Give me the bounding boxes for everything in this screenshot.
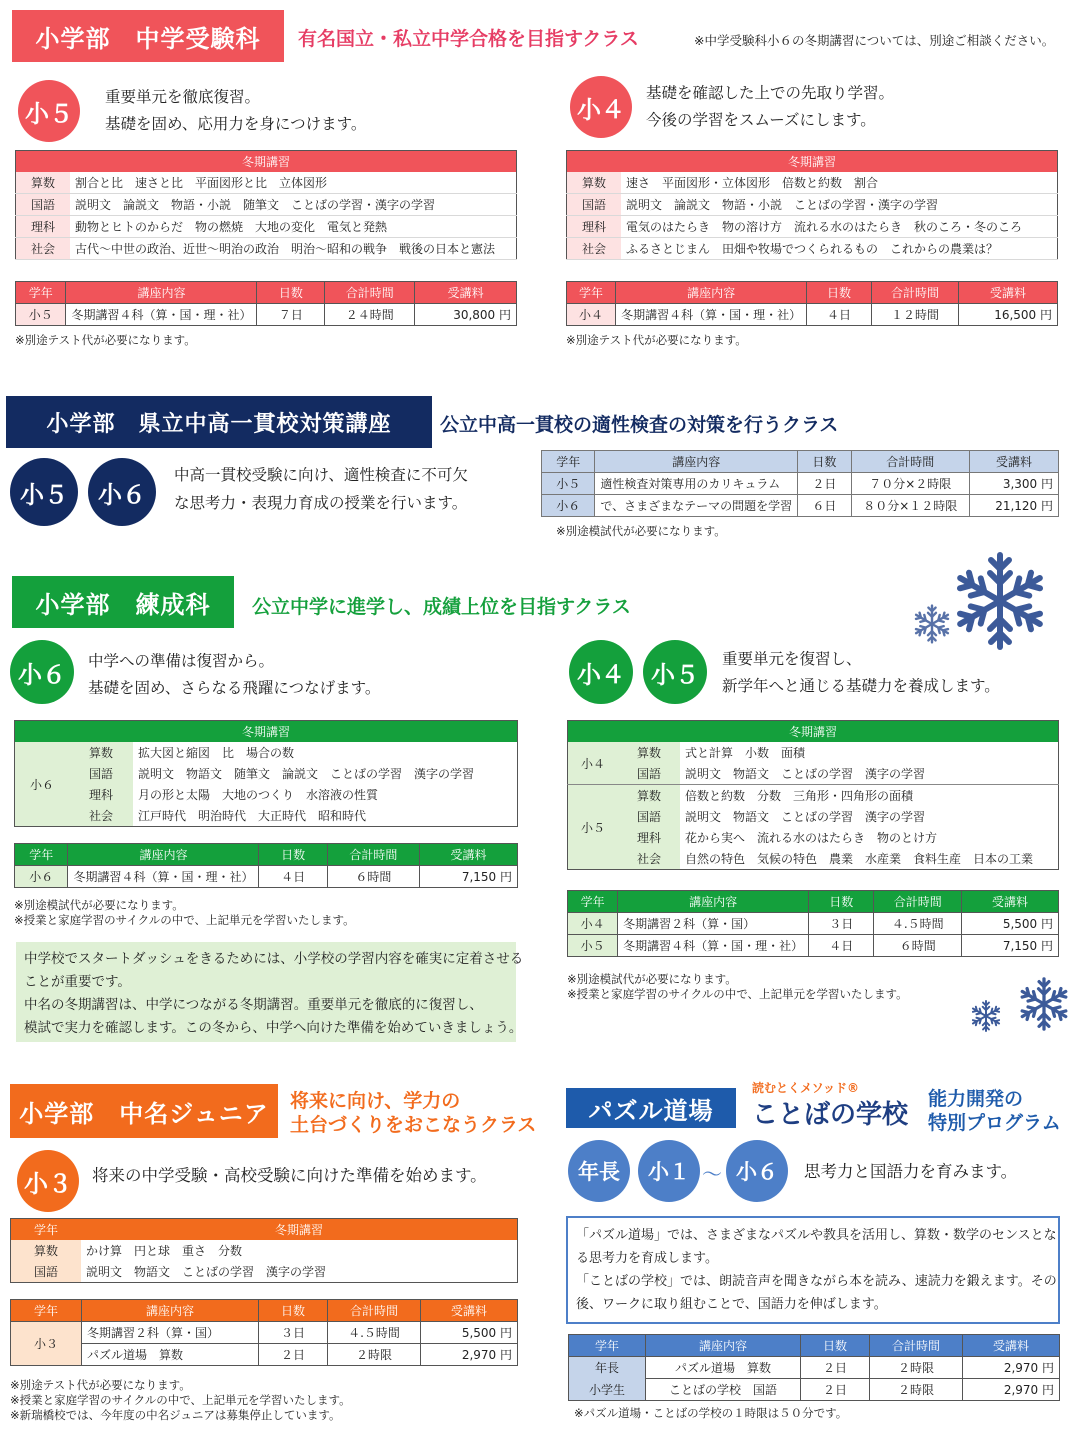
grade-circle-s5: 小５ bbox=[643, 640, 707, 704]
fee-cell: ３日 bbox=[259, 1322, 328, 1344]
info-line: る思考力を育成します。 bbox=[576, 1251, 718, 1266]
fee-cell: 5,500 円 bbox=[421, 1322, 518, 1344]
fee-header: 講座内容 bbox=[616, 282, 807, 304]
fee-cell: 小４ bbox=[568, 913, 618, 935]
s3-left-fee-table bbox=[14, 843, 518, 888]
subject-cell: 社会 bbox=[618, 848, 680, 870]
fee-header: 受講料 bbox=[969, 451, 1058, 473]
content-cell: 拡大図と縮図 比 場合の数 bbox=[138, 746, 295, 760]
fee-header: 学年 bbox=[542, 451, 595, 473]
fee-cell: 冬期講習２科（算・国） bbox=[82, 1322, 259, 1344]
s2-fee-table bbox=[541, 450, 1059, 517]
fee-cell: ４日 bbox=[809, 935, 874, 957]
section4-header: 小学部 中名ジュニア bbox=[10, 1084, 278, 1138]
puzzle-dojo-logo: パズル道場 bbox=[566, 1088, 736, 1128]
fee-header: 合計時間 bbox=[328, 1300, 421, 1322]
table-title: 冬期講習 bbox=[567, 151, 1058, 173]
fee-cell: ４日 bbox=[259, 866, 327, 888]
content-cell: 説明文 論説文 物語・小説 ことばの学習・漢字の学習 bbox=[621, 194, 1058, 216]
fee-cell: 冬期講習４科（算・国・理・社） bbox=[618, 935, 809, 957]
fee-cell: 小５ bbox=[542, 473, 595, 495]
info-line: 模試で実力を確認します。この冬から、中学へ向けた準備を始めていきましょう。 bbox=[24, 1020, 523, 1036]
s3-right-desc2: 新学年へと通じる基礎力を養成します。 bbox=[722, 677, 1000, 695]
kotoba-logo: ことばの学校 bbox=[752, 1100, 909, 1130]
content-cell: 割合と比 速さと比 平面図形と比 立体図形 bbox=[70, 172, 517, 194]
s2-desc2: な思考力・表現力育成の授業を行います。 bbox=[174, 494, 468, 512]
subject-cell: 社会 bbox=[567, 238, 622, 260]
section1-header: 小学部 中学受験科 bbox=[12, 10, 284, 62]
grade-circle-s6: 小６ bbox=[10, 640, 74, 704]
s1-right-course-table bbox=[566, 150, 1058, 260]
subject-cell: 算数 bbox=[69, 742, 133, 763]
fee-cell: ６時間 bbox=[874, 935, 962, 957]
kotoba-logo-small: 読むとくメソッド® bbox=[752, 1081, 860, 1095]
section4-tagline1: 将来に向け、学力の bbox=[290, 1090, 461, 1112]
fee-cell: パズル道場 算数 bbox=[646, 1357, 801, 1379]
content-cell: かけ算 円と球 重さ 分数 bbox=[86, 1244, 243, 1258]
fee-header: 日数 bbox=[801, 1335, 870, 1357]
section1-side-note: ※中学受験科小６の冬期講習については、別途ご相談ください。 bbox=[694, 33, 1055, 48]
snowflake-icon bbox=[1014, 974, 1074, 1034]
fee-header: 学年 bbox=[568, 891, 618, 913]
fee-cell: ことばの学校 国語 bbox=[646, 1379, 801, 1401]
subject-cell: 国語 bbox=[11, 1261, 82, 1283]
fee-cell: 2,970 円 bbox=[963, 1379, 1060, 1401]
fee-cell: ７日 bbox=[257, 304, 325, 326]
s3-left-desc1: 中学への準備は復習から。 bbox=[88, 652, 275, 670]
fee-header: 学年 bbox=[15, 844, 68, 866]
content-cell: 花から実へ 流れる水のはたらき 物のとけ方 bbox=[685, 831, 938, 845]
content-cell: 説明文 物語文 ことばの学習 漢字の学習 bbox=[685, 810, 926, 824]
subject-cell: 国語 bbox=[69, 763, 133, 784]
subject-cell: 算数 bbox=[16, 172, 71, 194]
fee-header: 学年 bbox=[569, 1335, 646, 1357]
fee-cell: ２時限 bbox=[870, 1357, 963, 1379]
fee-cell: 小５ bbox=[16, 304, 66, 326]
content-cell: 速さ 平面図形・立体図形 倍数と約数 割合 bbox=[621, 172, 1058, 194]
section3-tagline: 公立中学に進学し、成績上位を目指すクラス bbox=[252, 596, 631, 618]
subject-cell: 社会 bbox=[69, 805, 133, 827]
s4-note1: ※別途テスト代が必要になります。 bbox=[10, 1378, 191, 1392]
subject-cell: 国語 bbox=[618, 763, 680, 785]
fee-cell: 冬期講習４科（算・国・理・社） bbox=[66, 304, 257, 326]
grade-circle-s5: 小５ bbox=[10, 458, 78, 526]
s4-fee-table bbox=[10, 1299, 518, 1366]
fee-header: 合計時間 bbox=[325, 282, 415, 304]
s4-desc: 将来の中学受験・高校受験に向けた準備を始めます。 bbox=[92, 1166, 487, 1185]
fee-grade-cell: 小学生 bbox=[569, 1379, 646, 1401]
fee-header: 受講料 bbox=[415, 282, 517, 304]
grade-circle-s4: 小４ bbox=[570, 76, 632, 138]
s2-desc1: 中高一貫校受験に向け、適性検査に不可欠 bbox=[174, 466, 468, 484]
section2-header: 小学部 県立中高一貫校対策講座 bbox=[6, 396, 432, 448]
fee-cell: ２日 bbox=[798, 473, 851, 495]
grade-header: 学年 bbox=[11, 1219, 82, 1241]
content-cell: 説明文 物語文 随筆文 論説文 ことばの学習 漢字の学習 bbox=[138, 767, 475, 781]
s3-right-note2: ※授業と家庭学習のサイクルの中で、上記単元を学習いたします。 bbox=[567, 987, 908, 1001]
fee-cell: ４.５時間 bbox=[874, 913, 962, 935]
table-title: 冬期講習 bbox=[16, 151, 517, 173]
s5-info-box bbox=[566, 1216, 1060, 1324]
fee-cell: ２４時間 bbox=[325, 304, 415, 326]
fee-header: 合計時間 bbox=[871, 282, 958, 304]
fee-cell: パズル道場 算数 bbox=[82, 1344, 259, 1366]
s1-left-course-table bbox=[15, 150, 517, 260]
fee-cell: 7,150 円 bbox=[419, 866, 517, 888]
s1-left-fee-table bbox=[15, 281, 517, 326]
fee-cell: 30,800 円 bbox=[415, 304, 517, 326]
content-cell: ふるさとじまん 田畑や牧場でつくられるもの これからの農業は？ bbox=[621, 238, 1058, 260]
fee-header: 日数 bbox=[798, 451, 851, 473]
grade-circle-s6: 小６ bbox=[726, 1140, 788, 1202]
info-line: 「パズル道場」では、さまざまなパズルや教具を活用し、算数・数学のセンスとな bbox=[576, 1228, 1057, 1243]
fee-header: 合計時間 bbox=[327, 844, 419, 866]
snowflake-icon bbox=[968, 998, 1004, 1034]
fee-cell: 冬期講習４科（算・国・理・社） bbox=[68, 866, 259, 888]
fee-cell: ７０分×２時限 bbox=[851, 473, 969, 495]
fee-cell: 小６ bbox=[15, 866, 68, 888]
content-cell: 動物とヒトのからだ 物の燃焼 大地の変化 電気と発熱 bbox=[70, 216, 517, 238]
fee-header: 学年 bbox=[16, 282, 66, 304]
fee-grade-cell: 小３ bbox=[11, 1322, 82, 1366]
info-line: 中名の冬期講習は、中学につながる冬期講習。重要単元を徹底的に復習し、 bbox=[24, 997, 483, 1013]
subject-cell: 理科 bbox=[16, 216, 71, 238]
fee-cell: ２時限 bbox=[870, 1379, 963, 1401]
fee-header: 合計時間 bbox=[874, 891, 962, 913]
s3-info-box bbox=[16, 942, 524, 1042]
s1-left-desc1: 重要単元を徹底復習。 bbox=[105, 88, 261, 106]
s3-left-note2: ※授業と家庭学習のサイクルの中で、上記単元を学習いたします。 bbox=[14, 913, 355, 927]
fee-cell: 小５ bbox=[568, 935, 618, 957]
tilde: ～ bbox=[702, 1162, 722, 1186]
grade-circle-s6: 小６ bbox=[88, 458, 156, 526]
subject-cell: 理科 bbox=[618, 827, 680, 848]
fee-header: 講座内容 bbox=[646, 1335, 801, 1357]
s1-left-desc2: 基礎を固め、応用力を身につけます。 bbox=[105, 115, 367, 133]
section2-tagline: 公立中高一貫校の適性検査の対策を行うクラス bbox=[440, 414, 839, 436]
fee-cell: 5,500 円 bbox=[962, 913, 1059, 935]
fee-cell: ４日 bbox=[807, 304, 872, 326]
s1-left-note: ※別途テスト代が必要になります。 bbox=[15, 333, 196, 347]
section4-tagline2: 土台づくりをおこなうクラス bbox=[290, 1114, 537, 1136]
s5-fee-table bbox=[568, 1334, 1060, 1401]
snowflake-icon bbox=[945, 546, 1055, 656]
fee-header: 講座内容 bbox=[595, 451, 798, 473]
s3-left-note1: ※別途模試代が必要になります。 bbox=[14, 898, 184, 912]
s2-note: ※別途模試代が必要になります。 bbox=[556, 524, 726, 538]
table-title: 冬期講習 bbox=[15, 721, 518, 743]
s1-right-desc2: 今後の学習をスムーズにします。 bbox=[646, 111, 876, 129]
section5-tagline2: 特別プログラム bbox=[928, 1112, 1061, 1134]
grade-circle-s5: 小５ bbox=[18, 80, 80, 142]
fee-cell: ８０分×１２時限 bbox=[851, 495, 969, 517]
content-cell: 自然の特色 気候の特色 農業 水産業 食料生産 日本の工業 bbox=[685, 852, 1034, 866]
grade-circle-nencho: 年長 bbox=[568, 1140, 630, 1202]
subject-cell: 算数 bbox=[11, 1240, 82, 1261]
fee-cell: 16,500 円 bbox=[959, 304, 1058, 326]
s5-desc: 思考力と国語力を育みます。 bbox=[804, 1162, 1018, 1181]
fee-cell: ６日 bbox=[798, 495, 851, 517]
fee-cell: 21,120 円 bbox=[969, 495, 1058, 517]
fee-header: 日数 bbox=[259, 1300, 328, 1322]
section3-header: 小学部 練成科 bbox=[12, 576, 234, 628]
fee-cell: ２日 bbox=[801, 1379, 870, 1401]
grade-cell: 小４ bbox=[568, 742, 619, 785]
s5-note: ※パズル道場・ことばの学校の１時限は５０分です。 bbox=[574, 1406, 848, 1420]
fee-cell: ３日 bbox=[809, 913, 874, 935]
s4-course-table bbox=[10, 1218, 518, 1283]
subject-cell: 算数 bbox=[618, 742, 680, 763]
fee-cell: 7,150 円 bbox=[962, 935, 1059, 957]
info-line: ことが重要です。 bbox=[24, 974, 131, 990]
fee-cell: 小４ bbox=[567, 304, 616, 326]
fee-cell: ２時限 bbox=[328, 1344, 421, 1366]
fee-header: 講座内容 bbox=[68, 844, 259, 866]
fee-header: 日数 bbox=[259, 844, 327, 866]
content-cell: 月の形と太陽 大地のつくり 水溶液の性質 bbox=[138, 788, 379, 802]
s1-right-desc1: 基礎を確認した上での先取り学習。 bbox=[646, 84, 895, 102]
grade-circle-s3: 小３ bbox=[17, 1150, 79, 1212]
fee-header: 受講料 bbox=[419, 844, 517, 866]
fee-header: 学年 bbox=[567, 282, 616, 304]
s4-note3: ※新瑞橋校では、今年度の中名ジュニアは募集停止しています。 bbox=[10, 1408, 341, 1422]
fee-header: 講座内容 bbox=[66, 282, 257, 304]
content-cell: 式と計算 小数 面積 bbox=[685, 746, 806, 760]
s3-right-course-table bbox=[567, 720, 1059, 870]
fee-header: 受講料 bbox=[963, 1335, 1060, 1357]
fee-header: 受講料 bbox=[962, 891, 1059, 913]
section5-tagline1: 能力開発の bbox=[928, 1088, 1024, 1110]
s3-right-fee-table bbox=[567, 890, 1059, 957]
content-cell: 説明文 物語文 ことばの学習 漢字の学習 bbox=[685, 767, 926, 781]
subject-cell: 算数 bbox=[567, 172, 622, 194]
fee-header: 日数 bbox=[809, 891, 874, 913]
subject-cell: 国語 bbox=[618, 806, 680, 827]
content-cell: 江戸時代 明治時代 大正時代 昭和時代 bbox=[138, 809, 367, 823]
fee-cell: 冬期講習４科（算・国・理・社） bbox=[616, 304, 807, 326]
content-cell: 倍数と約数 分数 三角形・四角形の面積 bbox=[685, 789, 914, 803]
fee-header: 合計時間 bbox=[870, 1335, 963, 1357]
content-cell: 古代～中世の政治、近世～明治の政治 明治～昭和の戦争 戦後の日本と憲法 bbox=[70, 238, 517, 260]
subject-cell: 算数 bbox=[618, 785, 680, 807]
s3-left-course-table bbox=[14, 720, 518, 827]
s1-right-fee-table bbox=[566, 281, 1058, 326]
info-line: 中学校でスタートダッシュをきるためには、小学校の学習内容を確実に定着させる bbox=[24, 951, 524, 967]
fee-header: 合計時間 bbox=[851, 451, 969, 473]
fee-cell: ２日 bbox=[259, 1344, 328, 1366]
subject-cell: 理科 bbox=[69, 784, 133, 805]
fee-cell: １２時間 bbox=[871, 304, 958, 326]
fee-header: 受講料 bbox=[959, 282, 1058, 304]
grade-circle-s1: 小１ bbox=[638, 1140, 700, 1202]
fee-cell: 2,970 円 bbox=[421, 1344, 518, 1366]
grade-cell: 小６ bbox=[15, 742, 70, 827]
table-title: 冬期講習 bbox=[568, 721, 1059, 743]
subject-cell: 国語 bbox=[567, 194, 622, 216]
fee-header: 日数 bbox=[257, 282, 325, 304]
s3-left-desc2: 基礎を固め、さらなる飛躍につなげます。 bbox=[88, 679, 381, 697]
fee-cell: 2,970 円 bbox=[963, 1357, 1060, 1379]
grade-cell: 小５ bbox=[568, 785, 619, 870]
grade-circle-s4: 小４ bbox=[569, 640, 633, 704]
section1-tagline: 有名国立・私立中学合格を目指すクラス bbox=[298, 28, 639, 50]
fee-cell: ４.５時間 bbox=[328, 1322, 421, 1344]
s4-note2: ※授業と家庭学習のサイクルの中で、上記単元を学習いたします。 bbox=[10, 1393, 351, 1407]
content-cell: 電気のはたらき 物の溶け方 流れる水のはたらき 秋のころ・冬のころ bbox=[621, 216, 1058, 238]
fee-header: 講座内容 bbox=[618, 891, 809, 913]
fee-header: 日数 bbox=[807, 282, 872, 304]
s3-right-desc1: 重要単元を復習し、 bbox=[722, 650, 862, 668]
s1-right-note: ※別途テスト代が必要になります。 bbox=[566, 333, 747, 347]
subject-cell: 国語 bbox=[16, 194, 71, 216]
fee-grade-cell: 年長 bbox=[569, 1357, 646, 1379]
fee-cell: 3,300 円 bbox=[969, 473, 1058, 495]
fee-cell: ６時間 bbox=[327, 866, 419, 888]
fee-header: 学年 bbox=[11, 1300, 82, 1322]
subject-cell: 社会 bbox=[16, 238, 71, 260]
fee-cell: 小６ bbox=[542, 495, 595, 517]
snowflake-icon bbox=[910, 602, 954, 646]
fee-cell: ２日 bbox=[801, 1357, 870, 1379]
content-cell: 説明文 論説文 物語・小説 随筆文 ことばの学習・漢字の学習 bbox=[70, 194, 517, 216]
table-title: 冬期講習 bbox=[81, 1219, 518, 1241]
content-cell: 説明文 物語文 ことばの学習 漢字の学習 bbox=[86, 1265, 327, 1279]
info-line: 後、ワークに取り組むことで、国語力を伸ばします。 bbox=[576, 1297, 887, 1312]
info-line: 「ことばの学校」では、朗読音声を聞きながら本を読み、速読力を鍛えます。その bbox=[576, 1274, 1057, 1289]
fee-header: 受講料 bbox=[421, 1300, 518, 1322]
fee-cell: で、さまざまなテーマの問題を学習 bbox=[595, 495, 798, 517]
fee-header: 講座内容 bbox=[82, 1300, 259, 1322]
subject-cell: 理科 bbox=[567, 216, 622, 238]
fee-cell: 適性検査対策専用のカリキュラム bbox=[595, 473, 798, 495]
s3-right-note1: ※別途模試代が必要になります。 bbox=[567, 972, 737, 986]
fee-cell: 冬期講習２科（算・国） bbox=[618, 913, 809, 935]
